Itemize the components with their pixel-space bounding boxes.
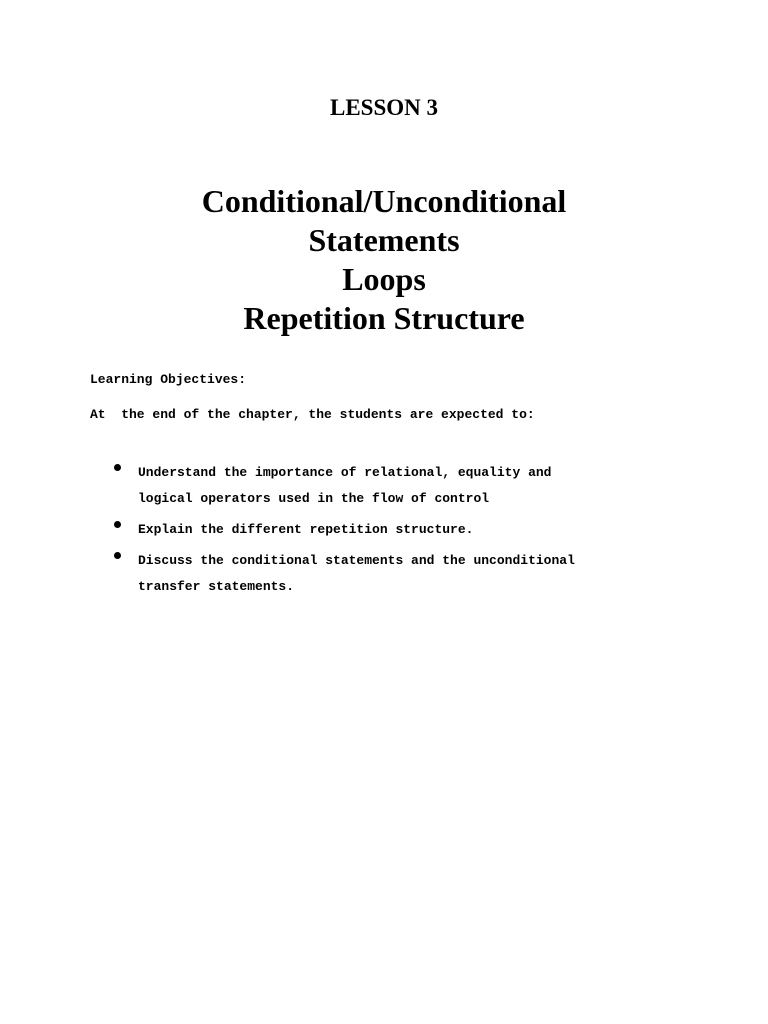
lesson-heading: LESSON 3: [329, 95, 438, 120]
lesson-title: [0, 182, 768, 338]
objective-text: logical operators used in the flow of control: [138, 491, 490, 506]
bullet-icon: [114, 521, 121, 528]
objectives-intro: At the end of the chapter, the students are expected to:: [90, 407, 535, 422]
objective-text: transfer statements.: [138, 579, 295, 594]
title-line: Loops: [342, 261, 426, 297]
objective-text: Understand the importance of relational, equality and: [138, 465, 552, 480]
objective-text: Discuss the conditional statements and the unconditional: [138, 553, 575, 568]
objective-text: Explain the different repetition structure.: [138, 522, 474, 537]
title-line: Statements: [308, 222, 460, 258]
bullet-icon: [114, 464, 121, 471]
title-line: Conditional/Unconditional: [201, 183, 567, 219]
bullet-icon: [114, 552, 121, 559]
objectives-list: [0, 460, 768, 605]
learning-objectives-label: Learning Objectives:: [90, 372, 247, 387]
list-item: [0, 460, 768, 512]
list-item: [0, 517, 768, 543]
title-line: Repetition Structure: [243, 300, 525, 336]
list-item: [0, 548, 768, 600]
